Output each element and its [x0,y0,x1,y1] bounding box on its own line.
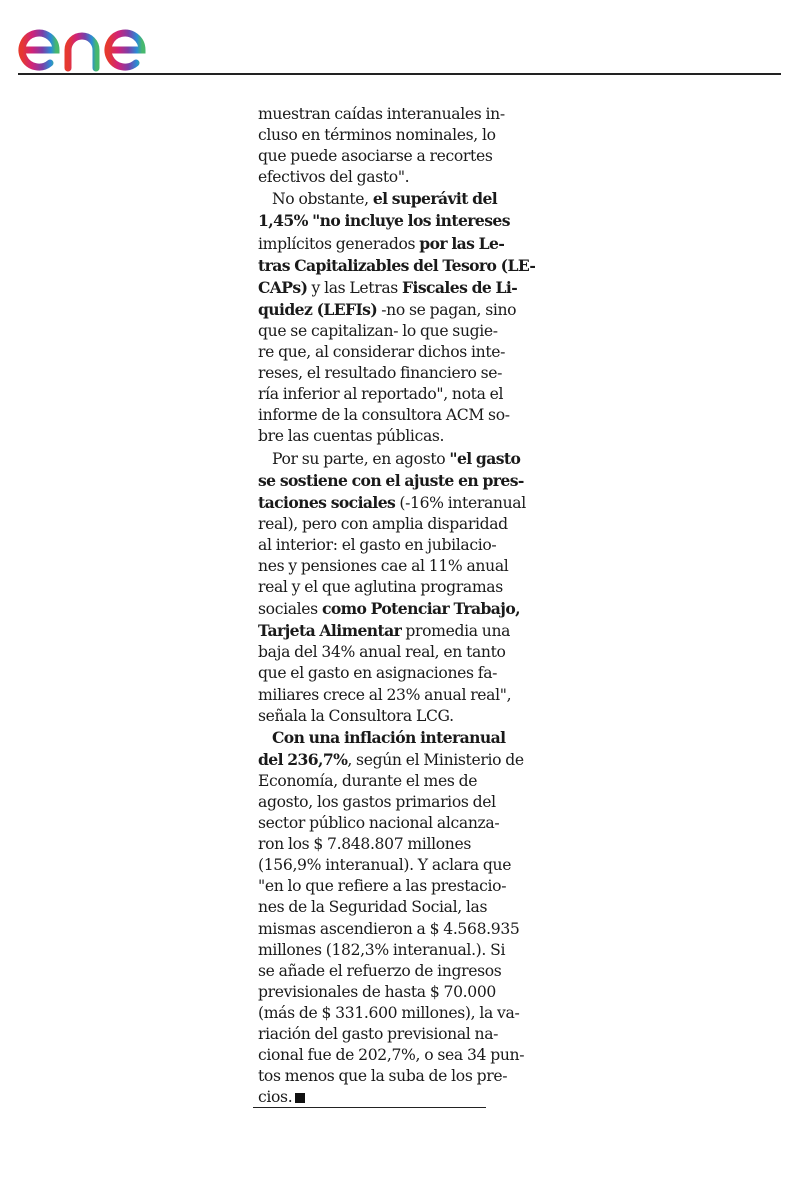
text-line: cios. [258,1087,495,1108]
enel-logo [16,6,181,70]
text-line: Tarjeta Alimentar promedia una [258,621,511,641]
text-line: reses, el resultado financiero se- [258,364,503,383]
text-line: mismas ascendieron a $ 4.568.935 [258,919,520,938]
paragraph-4 [258,727,525,1109]
text-line: quidez (LEFIs) -no se pagan, sino [258,299,517,319]
text-line: (más de $ 331.600 millones), la va- [258,1003,520,1022]
text-line: baja del 34% anual real, en tanto [258,643,506,662]
paragraph-1 [258,104,505,188]
text-line: No obstante, el superávit del [272,189,498,209]
text-line: tos menos que la suba de los pre- [258,1067,508,1086]
text-line: ron los $ 7.848.807 millones [258,835,471,854]
text-line: real y el que aglutina programas [258,578,503,597]
text-line: re que, al considerar dichos inte- [258,343,506,362]
text-line: efectivos del gasto". [258,168,410,187]
text-line: 1,45% "no incluye los intereses [258,211,510,231]
text-line: bre las cuentas públicas. [258,427,445,446]
text-line: que puede asociarse a recortes [258,147,493,166]
text-line: ría inferior al reportado", nota el [258,385,504,404]
text-line: previsionales de hasta $ 70.000 [258,982,496,1001]
text-line: señala la Consultora LCG. [258,706,454,725]
text-line: millones (182,3% interanual.). Si [258,940,506,959]
footer-rule [253,1107,486,1108]
text-line: se sostiene con el ajuste en pres- [258,470,524,490]
text-line: implícitos generados por las Le- [258,233,505,253]
text-line: nes y pensiones cae al 11% anual [258,556,509,575]
text-line: (156,9% interanual). Y aclara que [258,856,512,875]
text-line: sector público nacional alcanza- [258,814,500,833]
text-line: cluso en términos nominales, lo [258,126,496,145]
text-line: miliares crece al 23% anual real", [258,685,512,704]
text-line: tras Capitalizables del Tesoro (LE- [258,255,536,275]
text-line: "en lo que refiere a las prestacio- [258,877,507,896]
text-line: del 236,7%, según el Ministerio de [258,749,524,769]
text-line: Economía, durante el mes de [258,771,478,790]
text-line: nes de la Seguridad Social, las [258,898,488,917]
text-line: sociales como Potenciar Trabajo, [258,599,520,619]
text-line: muestran caídas interanuales in- [258,105,505,123]
text-line: se añade el refuerzo de ingresos [258,961,502,980]
text-line: Con una inflación interanual [272,727,506,747]
text-line: taciones sociales (-16% interanual [258,492,526,512]
header-rule [18,73,781,75]
paragraph-2 [258,188,536,447]
text-line: real), pero con amplia disparidad [258,514,508,533]
text-line: que el gasto en asignaciones fa- [258,664,498,683]
text-line: agosto, los gastos primarios del [258,793,496,811]
paragraph-3 [258,448,526,727]
text-line: informe de la consultora ACM so- [258,406,510,425]
text-line: riación del gasto previsional na- [258,1025,499,1044]
article-column [258,104,536,1108]
text-line: CAPs) y las Letras Fiscales de Li- [258,277,518,297]
text-line: cional fue de 202,7%, o sea 34 pun- [258,1046,525,1065]
text-line: que se capitalizan- lo que sugie- [258,321,498,340]
end-mark-icon [295,1093,305,1103]
text-line: al interior: el gasto en jubilacio- [258,535,497,554]
text-line: Por su parte, en agosto "el gasto [272,448,521,468]
